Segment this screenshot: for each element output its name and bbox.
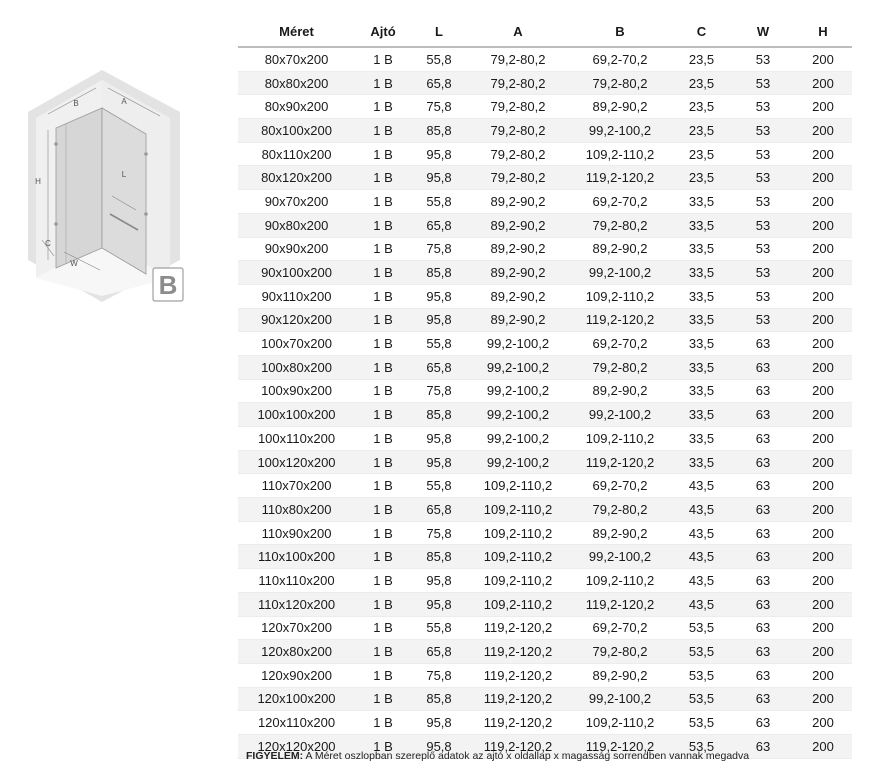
table-cell: 80x100x200: [238, 119, 355, 143]
table-cell: 109,2-110,2: [569, 711, 671, 735]
table-cell: 1 B: [355, 213, 411, 237]
table-row: [238, 261, 852, 285]
table-cell: 1 B: [355, 47, 411, 71]
table-cell: 95,8: [411, 166, 467, 190]
table-cell: 63: [732, 711, 794, 735]
table-cell: 109,2-110,2: [569, 427, 671, 451]
col-header-w: W: [732, 16, 794, 47]
table-cell: 95,8: [411, 308, 467, 332]
table-cell: 90x80x200: [238, 213, 355, 237]
table-cell: 200: [794, 332, 852, 356]
table-cell: 79,2-80,2: [569, 71, 671, 95]
table-row: [238, 166, 852, 190]
table-cell: 79,2-80,2: [467, 47, 569, 71]
table-cell: 200: [794, 640, 852, 664]
diagram-label-w: W: [70, 259, 78, 268]
table-cell: 53: [732, 166, 794, 190]
table-row: [238, 237, 852, 261]
table-cell: 23,5: [671, 119, 732, 143]
table-cell: 89,2-90,2: [467, 190, 569, 214]
table-row: [238, 592, 852, 616]
diagram-label-h: H: [35, 177, 41, 186]
table-cell: 90x90x200: [238, 237, 355, 261]
table-cell: 65,8: [411, 355, 467, 379]
table-row: [238, 663, 852, 687]
table-cell: 119,2-120,2: [569, 166, 671, 190]
table-cell: 200: [794, 142, 852, 166]
table-row: [238, 450, 852, 474]
table-cell: 200: [794, 95, 852, 119]
table-cell: 23,5: [671, 47, 732, 71]
table-cell: 99,2-100,2: [467, 355, 569, 379]
table-cell: 110x70x200: [238, 474, 355, 498]
table-cell: 53: [732, 213, 794, 237]
table-cell: 63: [732, 403, 794, 427]
table-cell: 33,5: [671, 332, 732, 356]
table-cell: 75,8: [411, 237, 467, 261]
table-row: [238, 213, 852, 237]
table-cell: 89,2-90,2: [569, 95, 671, 119]
table-cell: 120x120x200: [238, 734, 355, 758]
table-cell: 53,5: [671, 734, 732, 758]
table-row: [238, 498, 852, 522]
table-cell: 1 B: [355, 119, 411, 143]
table-cell: 33,5: [671, 261, 732, 285]
table-cell: 110x110x200: [238, 569, 355, 593]
footnote: [246, 750, 749, 762]
table-row: [238, 521, 852, 545]
table-cell: 1 B: [355, 734, 411, 758]
col-header-ajto: Ajtó: [355, 16, 411, 47]
table-cell: 33,5: [671, 237, 732, 261]
table-cell: 1 B: [355, 474, 411, 498]
table-cell: 89,2-90,2: [467, 308, 569, 332]
table-cell: 33,5: [671, 284, 732, 308]
table-cell: 200: [794, 403, 852, 427]
table-cell: 1 B: [355, 427, 411, 451]
table-row: [238, 308, 852, 332]
table-cell: 85,8: [411, 687, 467, 711]
table-cell: 75,8: [411, 379, 467, 403]
table-cell: 79,2-80,2: [467, 142, 569, 166]
table-cell: 53: [732, 47, 794, 71]
table-cell: 89,2-90,2: [569, 379, 671, 403]
table-cell: 80x90x200: [238, 95, 355, 119]
table-cell: 1 B: [355, 308, 411, 332]
table-cell: 99,2-100,2: [467, 379, 569, 403]
table-header-row: [238, 16, 852, 47]
table-row: [238, 119, 852, 143]
table-cell: 109,2-110,2: [569, 569, 671, 593]
diagram-label-b: B: [73, 99, 79, 108]
table-cell: 1 B: [355, 663, 411, 687]
table-cell: 53: [732, 95, 794, 119]
table-cell: 109,2-110,2: [467, 569, 569, 593]
table-cell: 95,8: [411, 711, 467, 735]
table-cell: 55,8: [411, 616, 467, 640]
table-cell: 80x70x200: [238, 47, 355, 71]
table-cell: 33,5: [671, 213, 732, 237]
table-cell: 53,5: [671, 616, 732, 640]
table-cell: 69,2-70,2: [569, 474, 671, 498]
table-cell: 1 B: [355, 355, 411, 379]
table-cell: 33,5: [671, 450, 732, 474]
table-cell: 109,2-110,2: [467, 545, 569, 569]
table-cell: 33,5: [671, 355, 732, 379]
table-cell: 110x120x200: [238, 592, 355, 616]
table-row: [238, 355, 852, 379]
table-cell: 90x120x200: [238, 308, 355, 332]
table-cell: 53,5: [671, 663, 732, 687]
table-row: [238, 427, 852, 451]
footnote-text: A Méret oszlopban szereplő adatok az ajtó x oldallap x magasság sorrendben vannak megadva: [303, 750, 750, 762]
table-cell: 69,2-70,2: [569, 332, 671, 356]
table-cell: 109,2-110,2: [467, 592, 569, 616]
table-cell: 119,2-120,2: [467, 616, 569, 640]
table-cell: 100x100x200: [238, 403, 355, 427]
table-cell: 99,2-100,2: [467, 332, 569, 356]
table-cell: 65,8: [411, 498, 467, 522]
table-cell: 1 B: [355, 616, 411, 640]
table-cell: 200: [794, 47, 852, 71]
table-cell: 100x120x200: [238, 450, 355, 474]
table-cell: 200: [794, 213, 852, 237]
table-cell: 200: [794, 427, 852, 451]
table-cell: 79,2-80,2: [467, 166, 569, 190]
table-cell: 33,5: [671, 379, 732, 403]
table-cell: 1 B: [355, 237, 411, 261]
table-row: [238, 71, 852, 95]
table-cell: 80x120x200: [238, 166, 355, 190]
table-cell: 110x90x200: [238, 521, 355, 545]
table-cell: 109,2-110,2: [467, 498, 569, 522]
table-cell: 53: [732, 119, 794, 143]
table-row: [238, 142, 852, 166]
table-cell: 100x80x200: [238, 355, 355, 379]
table-cell: 43,5: [671, 474, 732, 498]
table-cell: 110x80x200: [238, 498, 355, 522]
table-cell: 200: [794, 119, 852, 143]
table-cell: 200: [794, 521, 852, 545]
table-cell: 119,2-120,2: [467, 687, 569, 711]
table-cell: 63: [732, 640, 794, 664]
col-header-l: L: [411, 16, 467, 47]
type-badge-letter: B: [158, 270, 178, 300]
col-header-meret: Méret: [238, 16, 355, 47]
table-cell: 53,5: [671, 687, 732, 711]
table-cell: 200: [794, 711, 852, 735]
table-cell: 89,2-90,2: [467, 284, 569, 308]
dimension-table: [238, 16, 852, 759]
table-cell: 85,8: [411, 403, 467, 427]
table-cell: 200: [794, 71, 852, 95]
table-cell: 23,5: [671, 142, 732, 166]
table-cell: 69,2-70,2: [569, 47, 671, 71]
table-cell: 53: [732, 237, 794, 261]
table-cell: 75,8: [411, 663, 467, 687]
table-cell: 33,5: [671, 308, 732, 332]
table-cell: 99,2-100,2: [467, 450, 569, 474]
table-cell: 95,8: [411, 734, 467, 758]
table-cell: 33,5: [671, 190, 732, 214]
table-row: [238, 687, 852, 711]
table-cell: 119,2-120,2: [569, 450, 671, 474]
table-cell: 200: [794, 734, 852, 758]
table-cell: 200: [794, 498, 852, 522]
table-cell: 1 B: [355, 142, 411, 166]
table-cell: 79,2-80,2: [569, 498, 671, 522]
col-header-h: H: [794, 16, 852, 47]
table-cell: 23,5: [671, 166, 732, 190]
table-cell: 90x100x200: [238, 261, 355, 285]
table-cell: 200: [794, 569, 852, 593]
table-cell: 119,2-120,2: [569, 734, 671, 758]
table-row: [238, 403, 852, 427]
table-cell: 1 B: [355, 166, 411, 190]
table-cell: 79,2-80,2: [467, 95, 569, 119]
table-cell: 1 B: [355, 640, 411, 664]
table-cell: 119,2-120,2: [467, 734, 569, 758]
table-cell: 1 B: [355, 687, 411, 711]
table-cell: 89,2-90,2: [467, 261, 569, 285]
table-cell: 95,8: [411, 284, 467, 308]
table-cell: 1 B: [355, 592, 411, 616]
table-cell: 85,8: [411, 119, 467, 143]
table-cell: 1 B: [355, 95, 411, 119]
table-row: [238, 474, 852, 498]
table-cell: 43,5: [671, 545, 732, 569]
table-cell: 90x70x200: [238, 190, 355, 214]
table-cell: 43,5: [671, 569, 732, 593]
table-cell: 23,5: [671, 95, 732, 119]
table-cell: 110x100x200: [238, 545, 355, 569]
table-cell: 63: [732, 498, 794, 522]
table-cell: 120x70x200: [238, 616, 355, 640]
table-cell: 69,2-70,2: [569, 616, 671, 640]
footnote-label: FIGYELEM:: [246, 750, 304, 762]
table-cell: 109,2-110,2: [569, 284, 671, 308]
table-cell: 120x110x200: [238, 711, 355, 735]
table-cell: 53: [732, 142, 794, 166]
table-cell: 95,8: [411, 427, 467, 451]
table-cell: 200: [794, 166, 852, 190]
diagram-label-a: A: [121, 97, 127, 106]
table-cell: 1 B: [355, 403, 411, 427]
table-cell: 200: [794, 237, 852, 261]
table-cell: 200: [794, 190, 852, 214]
table-row: [238, 616, 852, 640]
table-cell: 109,2-110,2: [467, 474, 569, 498]
table-cell: 100x70x200: [238, 332, 355, 356]
table-cell: 120x80x200: [238, 640, 355, 664]
table-cell: 75,8: [411, 95, 467, 119]
table-cell: 109,2-110,2: [467, 521, 569, 545]
table-cell: 85,8: [411, 545, 467, 569]
table-cell: 89,2-90,2: [569, 663, 671, 687]
table-cell: 1 B: [355, 569, 411, 593]
table-cell: 1 B: [355, 711, 411, 735]
table-cell: 23,5: [671, 71, 732, 95]
table-cell: 95,8: [411, 450, 467, 474]
table-cell: 200: [794, 616, 852, 640]
table-cell: 99,2-100,2: [467, 403, 569, 427]
table-cell: 55,8: [411, 332, 467, 356]
col-header-a: A: [467, 16, 569, 47]
table-cell: 1 B: [355, 498, 411, 522]
table-cell: 1 B: [355, 450, 411, 474]
table-cell: 95,8: [411, 142, 467, 166]
table-cell: 200: [794, 308, 852, 332]
table-row: [238, 47, 852, 71]
table-row: [238, 569, 852, 593]
table-cell: 79,2-80,2: [569, 640, 671, 664]
table-cell: 85,8: [411, 261, 467, 285]
table-cell: 63: [732, 355, 794, 379]
table-cell: 200: [794, 355, 852, 379]
table-cell: 99,2-100,2: [569, 119, 671, 143]
table-cell: 119,2-120,2: [467, 663, 569, 687]
table-cell: 33,5: [671, 427, 732, 451]
table-cell: 80x110x200: [238, 142, 355, 166]
table-cell: 99,2-100,2: [569, 261, 671, 285]
table-cell: 63: [732, 569, 794, 593]
table-cell: 55,8: [411, 474, 467, 498]
table-cell: 53: [732, 308, 794, 332]
shower-enclosure-diagram: [20, 64, 220, 314]
table-cell: 53,5: [671, 640, 732, 664]
table-cell: 55,8: [411, 47, 467, 71]
table-cell: 100x90x200: [238, 379, 355, 403]
table-cell: 65,8: [411, 71, 467, 95]
table-row: [238, 711, 852, 735]
table-cell: 200: [794, 687, 852, 711]
table-cell: 1 B: [355, 261, 411, 285]
col-header-b: B: [569, 16, 671, 47]
table-row: [238, 379, 852, 403]
table-cell: 63: [732, 687, 794, 711]
table-cell: 1 B: [355, 71, 411, 95]
table-cell: 53: [732, 284, 794, 308]
table-cell: 1 B: [355, 332, 411, 356]
table-cell: 33,5: [671, 403, 732, 427]
table-cell: 89,2-90,2: [467, 237, 569, 261]
table-cell: 55,8: [411, 190, 467, 214]
table-cell: 99,2-100,2: [569, 687, 671, 711]
table-cell: 79,2-80,2: [467, 119, 569, 143]
table-cell: 43,5: [671, 498, 732, 522]
table-cell: 89,2-90,2: [467, 213, 569, 237]
table-cell: 119,2-120,2: [467, 640, 569, 664]
table-cell: 119,2-120,2: [569, 592, 671, 616]
col-header-c: C: [671, 16, 732, 47]
table-row: [238, 95, 852, 119]
table-cell: 63: [732, 545, 794, 569]
table-cell: 95,8: [411, 569, 467, 593]
table-cell: 89,2-90,2: [569, 521, 671, 545]
table-cell: 79,2-80,2: [467, 71, 569, 95]
table-cell: 99,2-100,2: [467, 427, 569, 451]
table-cell: 200: [794, 450, 852, 474]
table-cell: 1 B: [355, 284, 411, 308]
table-cell: 63: [732, 379, 794, 403]
table-cell: 200: [794, 379, 852, 403]
table-cell: 109,2-110,2: [569, 142, 671, 166]
table-cell: 63: [732, 734, 794, 758]
table-row: [238, 545, 852, 569]
table-cell: 120x90x200: [238, 663, 355, 687]
table-cell: 43,5: [671, 521, 732, 545]
table-cell: 120x100x200: [238, 687, 355, 711]
table-cell: 65,8: [411, 213, 467, 237]
table-cell: 99,2-100,2: [569, 545, 671, 569]
table-cell: 1 B: [355, 545, 411, 569]
table-cell: 53,5: [671, 711, 732, 735]
table-cell: 79,2-80,2: [569, 213, 671, 237]
table-cell: 1 B: [355, 521, 411, 545]
table-cell: 119,2-120,2: [569, 308, 671, 332]
table-cell: 89,2-90,2: [569, 237, 671, 261]
table-row: [238, 190, 852, 214]
table-cell: 80x80x200: [238, 71, 355, 95]
table-cell: 99,2-100,2: [569, 403, 671, 427]
table-cell: 100x110x200: [238, 427, 355, 451]
table-cell: 200: [794, 545, 852, 569]
table-cell: 63: [732, 332, 794, 356]
table-cell: 119,2-120,2: [467, 711, 569, 735]
table-cell: 53: [732, 261, 794, 285]
table-cell: 63: [732, 521, 794, 545]
table-row: [238, 640, 852, 664]
table-cell: 65,8: [411, 640, 467, 664]
diagram-label-c: C: [45, 239, 51, 248]
diagram-label-l: L: [121, 170, 127, 179]
table-cell: 90x110x200: [238, 284, 355, 308]
table-cell: 63: [732, 616, 794, 640]
table-cell: 200: [794, 592, 852, 616]
table-cell: 95,8: [411, 592, 467, 616]
table-cell: 1 B: [355, 379, 411, 403]
table-cell: 1 B: [355, 190, 411, 214]
table-cell: 69,2-70,2: [569, 190, 671, 214]
table-cell: 200: [794, 474, 852, 498]
table-cell: 75,8: [411, 521, 467, 545]
table-cell: 200: [794, 261, 852, 285]
table-cell: 63: [732, 592, 794, 616]
table-cell: 63: [732, 474, 794, 498]
table-cell: 200: [794, 284, 852, 308]
table-cell: 63: [732, 663, 794, 687]
table-cell: 63: [732, 450, 794, 474]
table-cell: 63: [732, 427, 794, 451]
table-cell: 200: [794, 663, 852, 687]
table-cell: 79,2-80,2: [569, 355, 671, 379]
table-row: [238, 332, 852, 356]
table-row: [238, 284, 852, 308]
table-cell: 53: [732, 190, 794, 214]
table-cell: 53: [732, 71, 794, 95]
table-cell: 43,5: [671, 592, 732, 616]
